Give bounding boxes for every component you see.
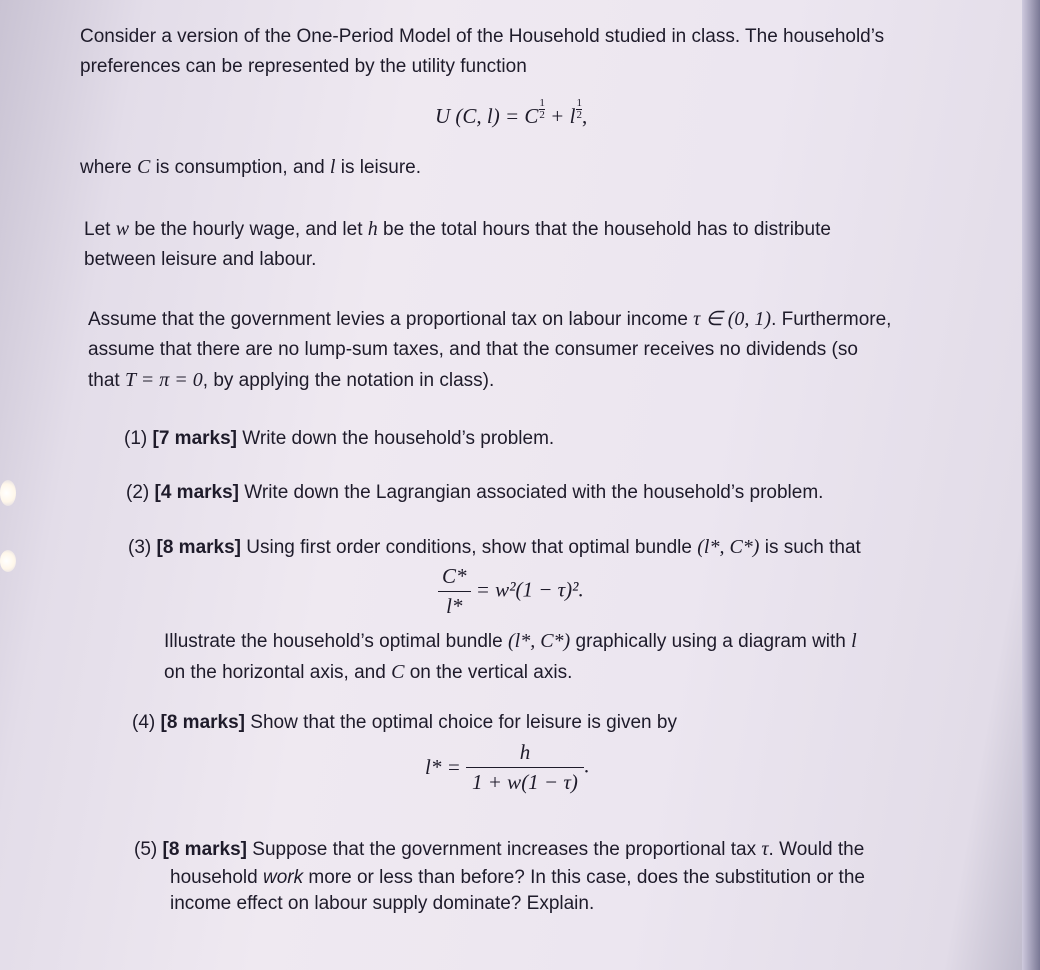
fraction-c-over-l: $\frac{C*}{l*}$ <box>438 564 471 619</box>
exam-question <box>80 22 1010 952</box>
marks-badge: [8 marks] <box>156 537 241 558</box>
leisure-equation: l* = $\frac{h}{1 + w(1 - \tau)}$ . <box>425 740 590 794</box>
illustrate-text: Illustrate the household’s optimal bundle (l*, C*) graphically using a diagram with l on the horizontal axis, and C on the vertical axis. <box>164 630 857 683</box>
intro-line-2: preferences can be represented by the utility function <box>80 56 527 77</box>
intro-paragraph <box>80 22 884 82</box>
utility-lhs: U (C, l) = C <box>435 104 539 128</box>
where-line: where C is consumption, and l is leisure. <box>80 156 422 178</box>
exponent-half: $\frac{1}{2}$ <box>576 96 582 121</box>
exponent-half: $\frac{1}{2}$ <box>539 96 545 121</box>
screen-edge <box>1022 0 1040 970</box>
tax-paragraph: Assume that the government levies a proportional tax on labour income τ ∈ (0, 1). Furthermore, assume that there are no lump-sum taxes, and that the consumer receives no dividends (so that T = π = 0, by applying the notation in class). <box>88 308 892 391</box>
fraction-leisure: $\frac{h}{1 + w(1 - \tau)}$ <box>466 740 584 795</box>
question-3: (3) [8 marks] Using first order conditions, show that optimal bundle (l*, C*) is such that <box>128 536 861 558</box>
intro-line-1: Consider a version of the One-Period Model of the Household studied in class. The household’s <box>80 26 885 47</box>
question-5: (5) [8 marks] Suppose that the government increases the proportional tax τ. Would the household work more or less than before? In this case, does the substitution or the income effect on labour supply dominate? Explain. <box>134 838 865 914</box>
marks-badge: [8 marks] <box>160 712 245 733</box>
light-glare <box>0 480 16 506</box>
marks-badge: [8 marks] <box>162 839 247 860</box>
question-1: (1) [7 marks] Write down the household’s problem. <box>124 428 555 449</box>
utility-comma: , <box>581 104 588 128</box>
question-4: (4) [8 marks] Show that the optimal choice for leisure is given by <box>132 712 677 733</box>
question-2: (2) [4 marks] Write down the Lagrangian associated with the household’s problem. <box>126 482 824 503</box>
marks-badge: [4 marks] <box>154 482 239 503</box>
utility-function <box>435 96 588 130</box>
mrs-equation: $\frac{C*}{l*}$ = w²(1 − τ)². <box>438 564 584 619</box>
marks-badge: [7 marks] <box>152 428 237 449</box>
wage-paragraph: Let w be the hourly wage, and let h be the total hours that the household has to distribute between leisure and labour. <box>84 218 831 270</box>
utility-mid: + l <box>544 104 576 128</box>
light-glare <box>0 550 16 572</box>
